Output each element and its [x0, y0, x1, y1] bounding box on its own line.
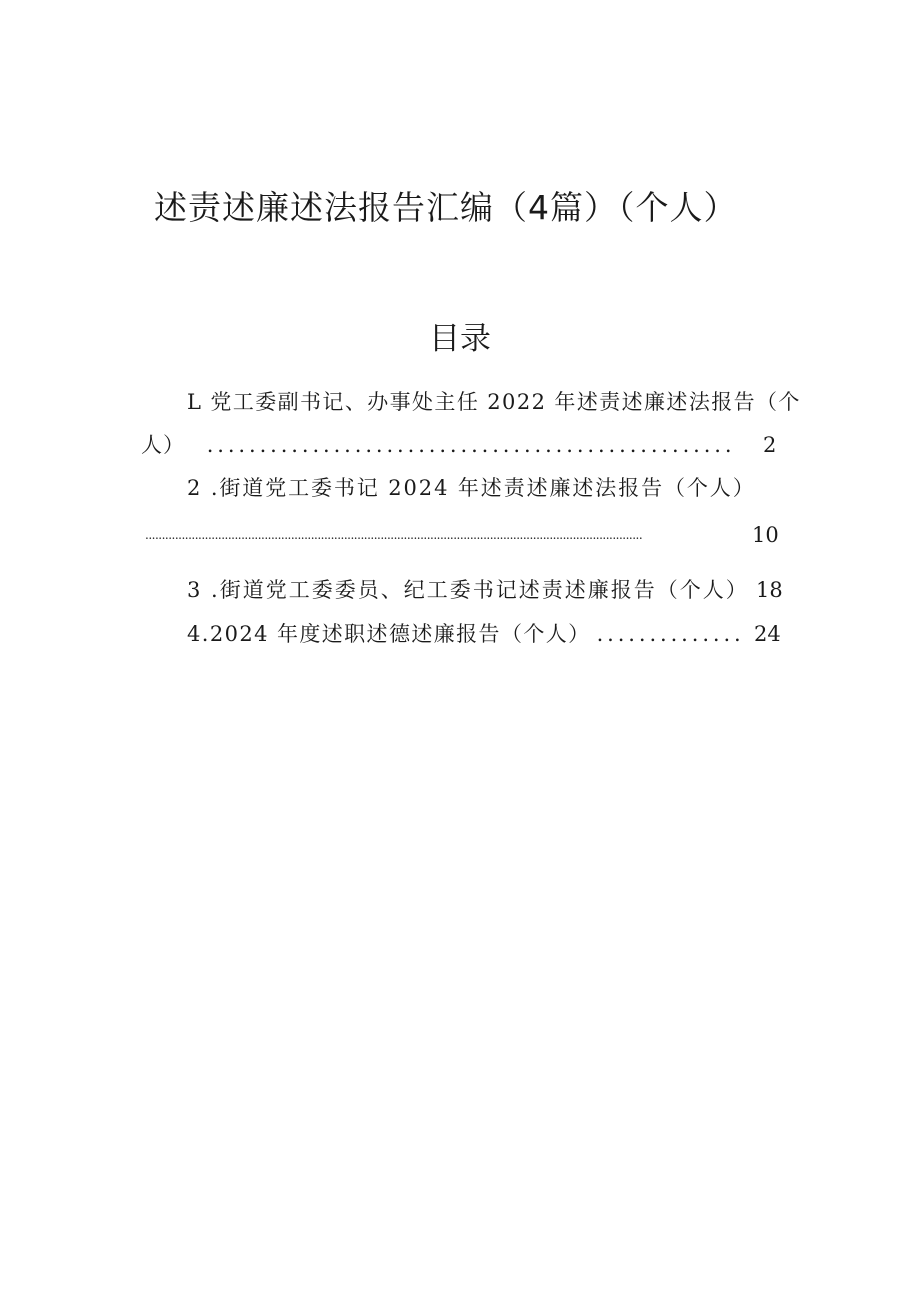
- toc-entry-2-page-number: 10: [752, 523, 779, 547]
- toc-entry-3-page-number: 18: [756, 578, 783, 602]
- toc-entry-2-leader: ......................................................................................................................................................: [145, 528, 643, 542]
- toc-entry-4-page-number: 24: [754, 622, 781, 646]
- toc-entry-4-leader: ..............: [596, 622, 745, 646]
- toc-entry-3-line-1[interactable]: 3 .街道党工委委员、纪工委书记述责述廉报告（个人）: [187, 578, 749, 602]
- toc-entry-4-line-1[interactable]: [187, 619, 745, 649]
- toc-entry-1-line-1[interactable]: L 党工委副书记、办事处主任 2022 年述责述廉述法报告（个: [187, 390, 801, 414]
- toc-entry-1-line-2[interactable]: [141, 430, 735, 460]
- toc-entry-1-leader: ..................................................: [206, 433, 736, 457]
- toc-entry-4-text: 4.2024 年度述职述德述廉报告（个人）: [187, 622, 591, 646]
- document-title: 述责述廉述法报告汇编（4篇）（个人）: [154, 188, 738, 227]
- toc-entry-2-line-1[interactable]: 2 .街道党工委书记 2024 年述责述廉述法报告（个人）: [187, 476, 756, 500]
- toc-entry-1-text-continued: 人）: [141, 433, 185, 457]
- toc-heading: 目录: [429, 321, 491, 357]
- toc-entry-1-page-number: 2: [763, 433, 777, 457]
